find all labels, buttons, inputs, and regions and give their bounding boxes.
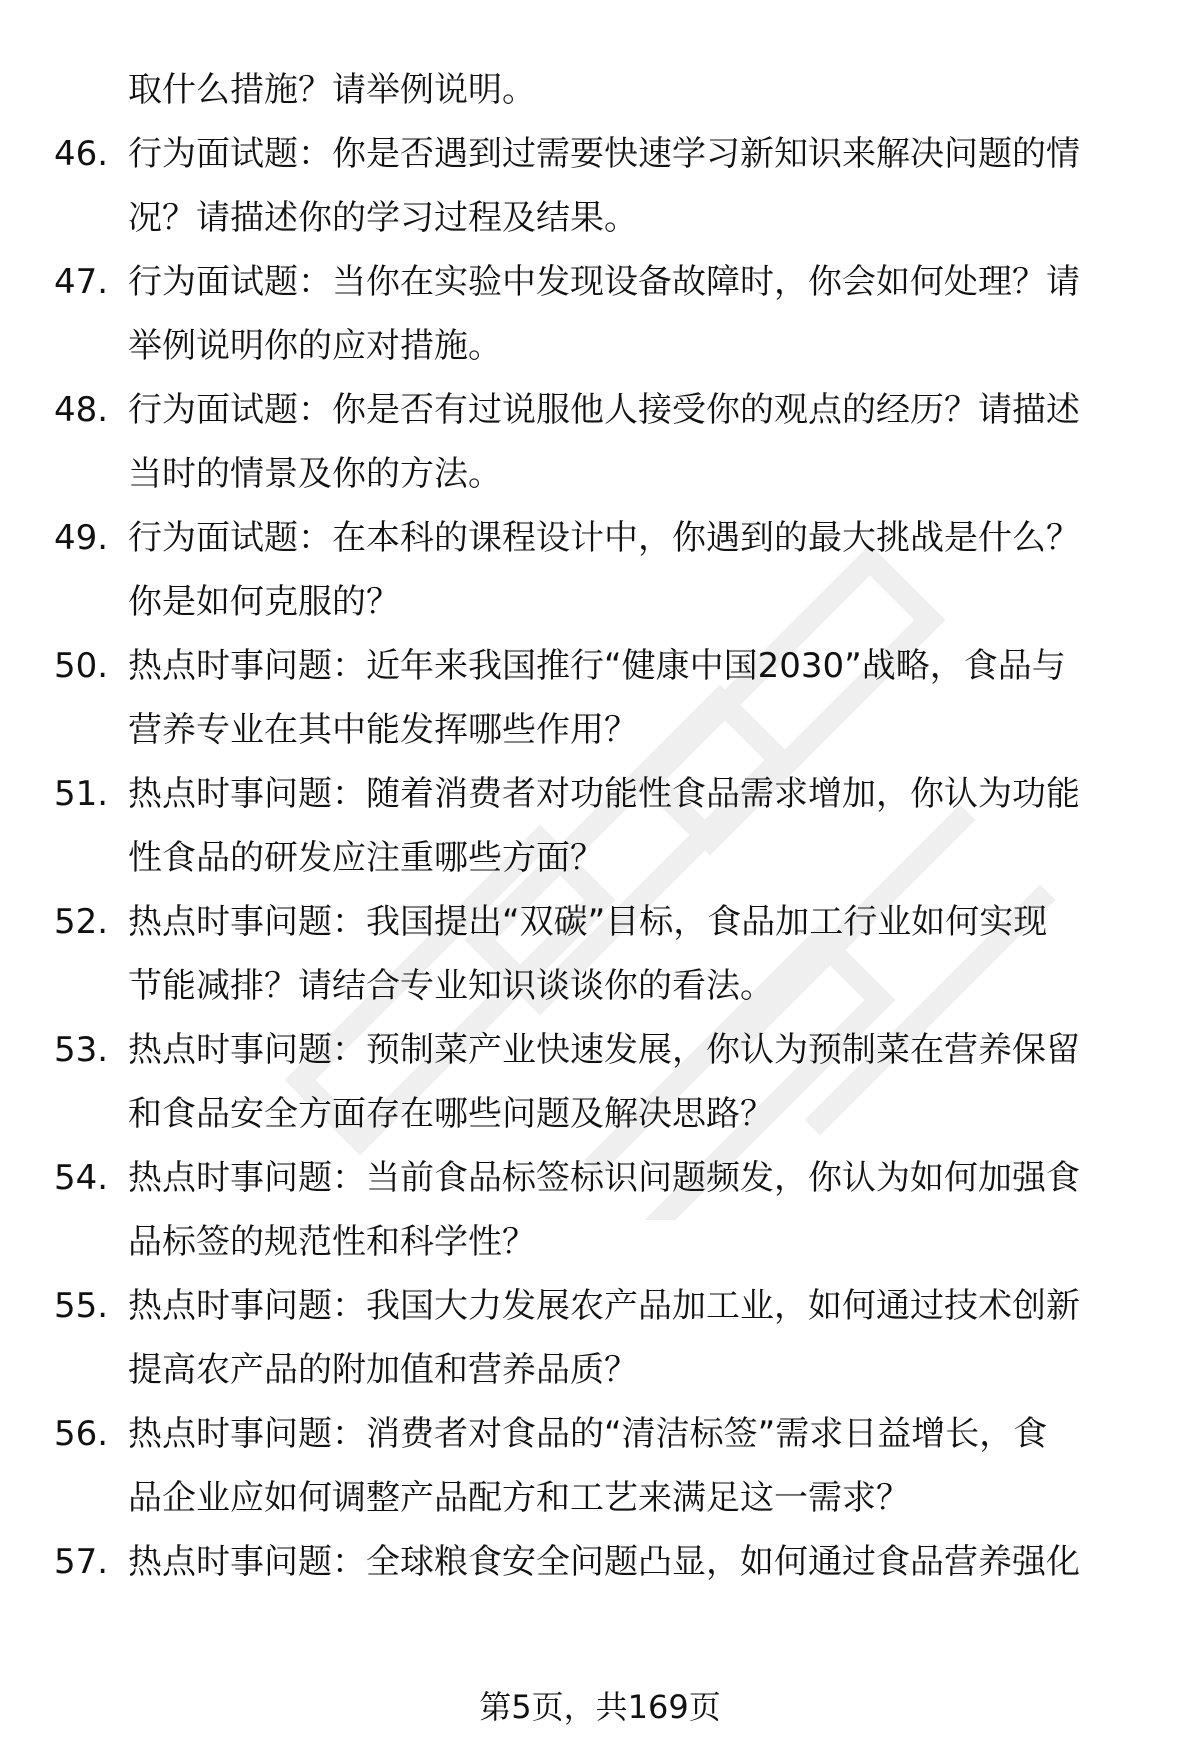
- page-number-footer: 第5页，共169页: [479, 1688, 721, 1726]
- item-number: 49.: [54, 518, 109, 558]
- list-item: [0, 506, 1200, 634]
- item-number: 52.: [54, 902, 109, 942]
- question-list: [0, 58, 1200, 1658]
- item-text-line-1: 热点时事问题：我国提出“双碳”目标，食品加工行业如何实现: [128, 902, 1048, 942]
- list-item: [0, 762, 1200, 890]
- item-text-line-2: 节能减排？请结合专业知识谈谈你的看法。: [128, 966, 774, 1006]
- item-text-line-1: 行为面试题：在本科的课程设计中，你遇到的最大挑战是什么？: [128, 518, 1080, 558]
- item-number: 53.: [54, 1030, 109, 1070]
- list-item: [0, 1146, 1200, 1274]
- item-text-line-1: 热点时事问题：我国大力发展农产品加工业，如何通过技术创新: [128, 1286, 1080, 1326]
- list-item: [0, 122, 1200, 250]
- item-number: 51.: [54, 774, 109, 814]
- item-number: 47.: [54, 262, 109, 302]
- item-text-line-1: 热点时事问题：消费者对食品的“清洁标签”需求日益增长，食: [128, 1414, 1048, 1454]
- item-text-line-1: 热点时事问题：预制菜产业快速发展，你认为预制菜在营养保留: [128, 1030, 1080, 1070]
- list-item: [0, 378, 1200, 506]
- continuation-line: 取什么措施？请举例说明。: [128, 70, 536, 110]
- item-text-line-2: 你是如何克服的？: [128, 582, 400, 622]
- list-item: [0, 1274, 1200, 1402]
- list-item: [0, 634, 1200, 762]
- item-text-line-2: 举例说明你的应对措施。: [128, 326, 502, 366]
- item-number: 56.: [54, 1414, 109, 1454]
- list-item: [0, 890, 1200, 1018]
- item-text-line-2: 性食品的研发应注重哪些方面？: [128, 838, 604, 878]
- list-item: [0, 1402, 1200, 1530]
- item-text-line-2: 提高农产品的附加值和营养品质？: [128, 1350, 638, 1390]
- list-item: [0, 250, 1200, 378]
- item-text-line-1: 热点时事问题：当前食品标签标识问题频发，你认为如何加强食: [128, 1158, 1080, 1198]
- item-text-line-1: 热点时事问题：近年来我国推行“健康中国2030”战略，食品与: [128, 646, 1066, 686]
- item-number: 50.: [54, 646, 109, 686]
- item-number: 48.: [54, 390, 109, 430]
- item-number: 54.: [54, 1158, 109, 1198]
- item-text-line-1: 行为面试题：当你在实验中发现设备故障时，你会如何处理？请: [128, 262, 1080, 302]
- list-item: [0, 1018, 1200, 1146]
- item-text-line-2: 品企业应如何调整产品配方和工艺来满足这一需求？: [128, 1478, 910, 1518]
- item-number: 46.: [54, 134, 109, 174]
- item-text-line-2: 和食品安全方面存在哪些问题及解决思路？: [128, 1094, 774, 1134]
- item-text-line-2: 当时的情景及你的方法。: [128, 454, 502, 494]
- item-number: 55.: [54, 1286, 109, 1326]
- item-text-line-1: 行为面试题：你是否遇到过需要快速学习新知识来解决问题的情: [128, 134, 1080, 174]
- item-number: 57.: [54, 1542, 109, 1582]
- item-text-line-1: 热点时事问题：随着消费者对功能性食品需求增加，你认为功能: [128, 774, 1080, 814]
- item-text-line-1: 热点时事问题：全球粮食安全问题凸显，如何通过食品营养强化: [128, 1542, 1080, 1582]
- item-text-line-1: 行为面试题：你是否有过说服他人接受你的观点的经历？请描述: [128, 390, 1080, 430]
- item-text-line-2: 况？请描述你的学习过程及结果。: [128, 198, 638, 238]
- item-text-line-2: 营养专业在其中能发挥哪些作用？: [128, 710, 638, 750]
- list-item: [0, 1530, 1200, 1658]
- item-text-line-2: 品标签的规范性和科学性？: [128, 1222, 536, 1262]
